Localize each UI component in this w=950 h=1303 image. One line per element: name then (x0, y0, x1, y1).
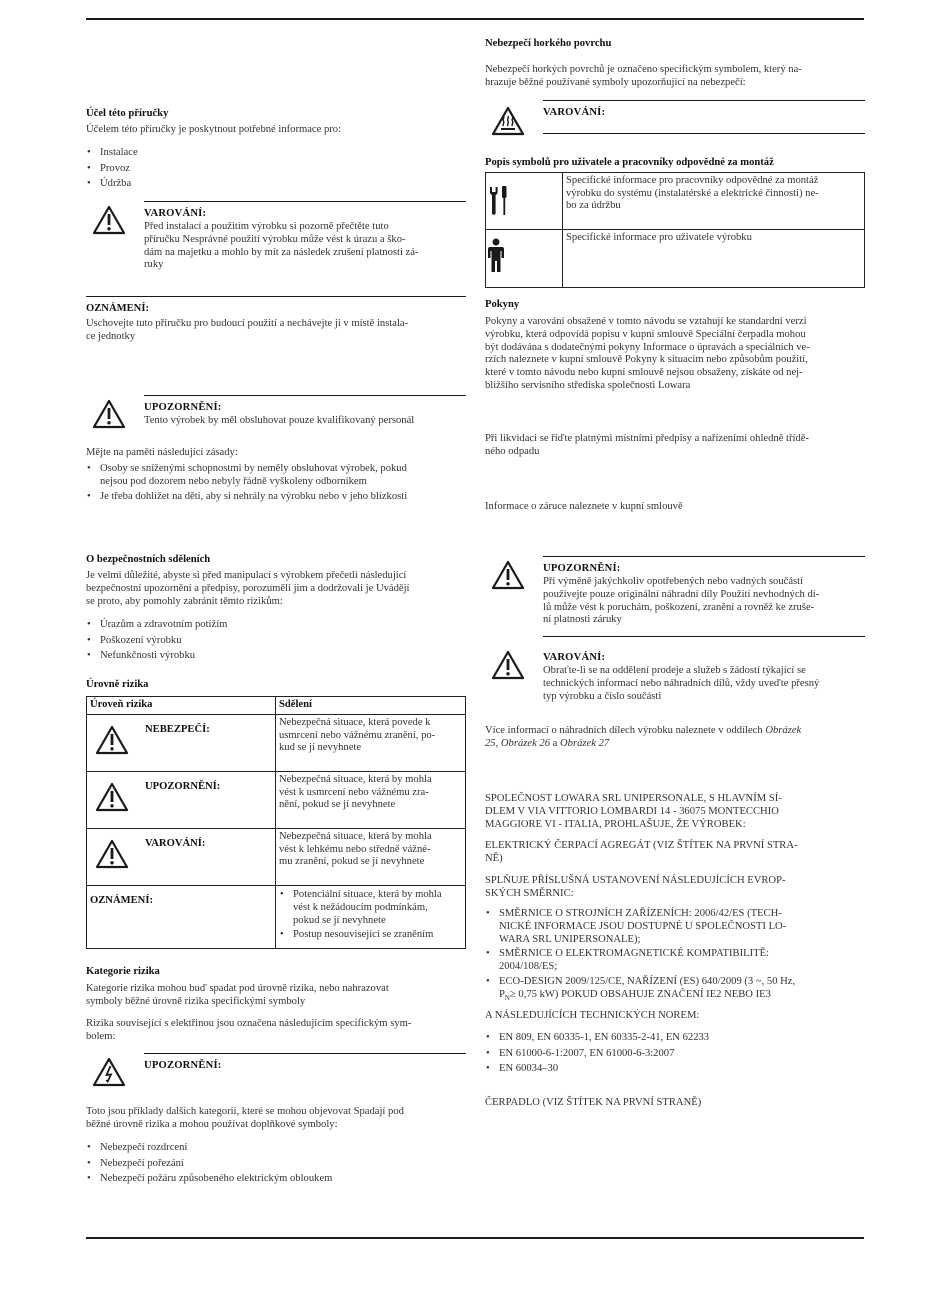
risk-level-label: OZNÁMENÍ: (90, 895, 153, 906)
electric-hazard-icon (92, 1057, 126, 1087)
directives-list (485, 908, 865, 1007)
caution-message-2 (485, 556, 865, 631)
risk-level-label: UPOZORNĚNÍ: (145, 781, 221, 792)
list-item: • Nefunkčnosti výrobku (86, 648, 466, 664)
purpose-list (86, 145, 466, 192)
warning-title: VAROVÁNÍ: (543, 652, 606, 663)
figure-reference[interactable]: Obrázek 26 (500, 737, 551, 749)
table-row (486, 230, 865, 288)
table-row (486, 173, 865, 230)
purpose-heading: Účel této příručky (86, 108, 169, 119)
table-row (87, 886, 466, 949)
figure-reference[interactable]: Obrázek (765, 725, 802, 736)
safety-list (86, 617, 466, 664)
safety-heading: O bezpečnostních sděleních (86, 554, 211, 565)
standards-intro: A NÁSLEDUJÍCÍCH TECHNICKÝCH NOREM: (485, 1010, 700, 1021)
hot-surface-heading: Nebezpečí horkého povrchu (485, 38, 612, 49)
warning-triangle-icon (491, 650, 525, 680)
list-item: • Postup nesouvisející se zraněním (279, 929, 462, 942)
warning-message-2 (485, 636, 865, 716)
risk-description: Nebezpečná situace, která povede k usmrcení nebo vážnému zranění, po- kud se jí nevyhnete (276, 715, 466, 772)
list-item: • EN 60034–30 (485, 1061, 865, 1077)
tools-icon (485, 183, 515, 217)
notice-title: OZNÁMENÍ: (86, 303, 149, 314)
risk-description: Nebezpečná situace, která by mohla vést k usmrcení nebo vážnému zra- nění, pokud se jí nevyhnete (276, 772, 466, 829)
symbol-description: Specifické informace pro pracovníky odpovědné za montáž výrobku do systému (instalatérské a elektrické činnosti) ne- bo za údržbu (563, 173, 865, 230)
bottom-rule (86, 1237, 864, 1239)
list-item: • Instalace (86, 145, 466, 161)
figure-reference[interactable]: 25 (485, 737, 496, 749)
warning-title: VAROVÁNÍ: (543, 107, 606, 118)
warning-triangle-icon (92, 399, 126, 429)
categories-text-3: Toto jsou příklady dalších kategorií, které se mohou objevovat Spadají pod běžné úrovně rizika a mohou používat doplňkové symboly: (86, 1106, 404, 1130)
table-row (87, 772, 466, 829)
figure-reference[interactable]: Obrázek 27 (560, 737, 610, 749)
caution-title: UPOZORNĚNÍ: (543, 563, 621, 574)
instructions-text: Pokyny a varování obsažené v tomto návodu se vztahují ke standardní verzi výrobku, která odpovídá popisu v kupní smlouvě Speciální čerpadla mohou být dodávána s dodatečnými pokyny Informace o úpravách a speciálních ve- rzích naleznete v kupní smlouvě Pokyny k situacím nebo způsobům použití, které v tomto návodu nebo kupní smlouvě nejsou obsaženy, získáte od nej- bližšího servisního střediska společnosti Lowara (485, 316, 810, 391)
declaration-directives-intro: SPLŇUJE PŘÍSLUŠNÁ USTANOVENÍ NÁSLEDUJÍCÍCH EVROP- SKÝCH SMĚRNIC: (485, 875, 786, 899)
list-item: • SMĚRNICE O STROJNÍCH ZAŘÍZENÍCH: 2006/42/ES (TECH- NICKÉ INFORMACE JSOU DOSTUPNÉ U SPOLEČNOSTI LO- WARA SRL UNIPERSONALE); (485, 908, 865, 946)
categories-text-2: Rizika související s elektřinou jsou označena následujícím specifickým sym- bolem: (86, 1018, 412, 1042)
pump-statement: ČERPADLO (VIZ ŠTÍTEK NA PRVNÍ STRANĚ) (485, 1097, 702, 1108)
disposal-text: Při likvidaci se řiďte platnými místními předpisy a nařízeními ohledně třídě- ného odpadu (485, 433, 809, 457)
list-item: • Nebezpečí požáru způsobeného elektrickým obloukem (86, 1171, 466, 1187)
list-item: • Je třeba dohlížet na děti, aby si nehrály na výrobku nebo v jeho blízkosti (86, 491, 466, 504)
standards-list (485, 1030, 865, 1077)
top-rule (86, 18, 864, 20)
notice-message-1 (86, 296, 466, 344)
principles-intro: Mějte na paměti následující zásady: (86, 447, 238, 458)
list-item: • SMĚRNICE O ELEKTROMAGNETICKÉ KOMPATIBILITĚ: 2004/108/ES; (485, 948, 865, 974)
caution-text: Tento výrobek by měl obsluhovat pouze kvalifikovaný personál (144, 415, 415, 426)
symbols-heading: Popis symbolů pro uživatele a pracovníky odpovědné za montáž (485, 157, 774, 168)
declaration-intro: SPOLEČNOST LOWARA SRL UNIPERSONALE, S HLAVNÍM SÍ- DLEM V VIA VITTORIO LOMBARDI 14 - 36075 MONTECCHIO MAGGIORE VI - ITALIA, PROHLAŠUJE, ŽE VÝROBEK: (485, 793, 782, 830)
list-item: • Nebezpečí pořezání (86, 1156, 466, 1172)
instructions-heading: Pokyny (485, 299, 520, 310)
symbol-description: Specifické informace pro uživatele výrobku (563, 230, 865, 288)
table-row (87, 829, 466, 886)
warning-message-1 (86, 201, 466, 286)
categories-text-1: Kategorie rizika mohou buď spadat pod úrovně rizika, nebo nahrazovat symboly běžné úrovně rizika specifickými symboly (86, 983, 389, 1007)
electric-caution-message (86, 1053, 466, 1093)
list-item: • Provoz (86, 161, 466, 177)
list-item: • ECO-DESIGN 2009/125/CE, NAŘÍZENÍ (ES) 640/2009 (3 ~, 50 Hz, $P_N\ge 0,75$ kW) POKUD OBSAHUJE ZNAČENÍ IE2 NEBO IE3 (485, 976, 865, 1005)
risk-description (276, 886, 466, 949)
declaration-product: ELEKTRICKÝ ČERPACÍ AGREGÁT (VIZ ŠTÍTEK NA PRVNÍ STRA- NĚ) (485, 840, 798, 864)
caution-title: UPOZORNĚNÍ: (144, 1060, 222, 1071)
warning-triangle-icon (95, 839, 129, 869)
caution-text: Při výměně jakýchkoliv opotřebených nebo vadných součástí používejte pouze originální náhradní díly Použití nevhodných di- lů může vést k poruchám, poškození, zranění a rovněž ke zruše- ní platnosti záruky (543, 576, 820, 626)
hot-surface-text: Nebezpečí horkých povrchů je označeno specifickým symbolem, který na- hrazuje běžné používané symboly upozorňující na nebezpečí: (485, 64, 802, 88)
notice-text: Uschovejte tuto příručku pro budoucí použití a nechávejte ji v místě instala- ce jednotky (86, 318, 409, 342)
categories-list (86, 1140, 466, 1187)
symbols-table (485, 172, 865, 288)
warning-triangle-icon (491, 560, 525, 590)
list-item: • EN 61000-6-1:2007, EN 61000-6-3:2007 (485, 1046, 865, 1062)
warning-text: Před instalací a použitím výrobku si pozorně přečtěte tuto příručku Nesprávné použití výrobku může vést k úrazu a ško- dám na majetku a mohlo by mít za následek zrušení platnosti zá- ruky (144, 221, 419, 271)
list-item: • Osoby se sníženými schopnostmi by neměly obsluhovat výrobek, pokud nejsou pod dozorem nebo nebyly řádně vyškoleny odborníkem (86, 463, 466, 489)
risk-levels-table (86, 696, 466, 949)
warning-triangle-icon (92, 205, 126, 235)
user-icon (486, 238, 506, 274)
principles-list (86, 463, 466, 505)
table-header: Úroveň rizika (87, 697, 276, 715)
table-row (87, 715, 466, 772)
warning-triangle-icon (95, 782, 129, 812)
risk-level-label: VAROVÁNÍ: (145, 838, 206, 849)
warning-triangle-icon (95, 725, 129, 755)
hot-surface-icon (491, 106, 525, 136)
spare-parts-text: Více informací o náhradních dílech výrobku naleznete v oddílech Obrázek 25, Obrázek 26 a Obrázek 27 (485, 725, 802, 749)
risk-levels-heading: Úrovně rizika (86, 679, 149, 690)
list-item: • Úrazům a zdravotním potížím (86, 617, 466, 633)
list-item: • EN 809, EN 60335-1, EN 60335-2-41, EN 62233 (485, 1030, 865, 1046)
list-item: • Údržba (86, 176, 466, 192)
caution-message-1 (86, 395, 466, 435)
purpose-intro: Účelem této příručky je poskytnout potřebné informace pro: (86, 124, 342, 135)
table-header: Sdělení (276, 697, 466, 715)
list-item: • Potenciální situace, která by mohla vést k nežádoucím podmínkám, pokud se jí nevyhnete (279, 889, 462, 927)
risk-level-label: NEBEZPEČÍ: (145, 724, 210, 735)
hot-surface-warning (485, 100, 865, 140)
warning-title: VAROVÁNÍ: (144, 208, 207, 219)
safety-text: Je velmi důležité, abyste si před manipulací s výrobkem přečetli následující bezpečnostní upozornění a předpisy, porozuměli jim a dodržovali je Uvádějí se proto, aby pomohly zabránit těmto rizikům: (86, 570, 410, 607)
risk-description: Nebezpečná situace, která by mohla vést k lehkému nebo středně vážné- mu zranění, pokud se jí nevyhnete (276, 829, 466, 886)
warranty-text: Informace o záruce naleznete v kupní smlouvě (485, 501, 683, 512)
list-item: • Poškození výrobku (86, 633, 466, 649)
list-item: • Nebezpečí rozdrcení (86, 1140, 466, 1156)
warning-text: Obraťte-li se na oddělení prodeje a služeb s žádostí týkající se technických informací nebo náhradních dílů, vždy uveďte přesný typ výrobku a číslo součásti (543, 665, 820, 702)
categories-heading: Kategorie rizika (86, 966, 160, 977)
caution-title: UPOZORNĚNÍ: (144, 402, 222, 413)
